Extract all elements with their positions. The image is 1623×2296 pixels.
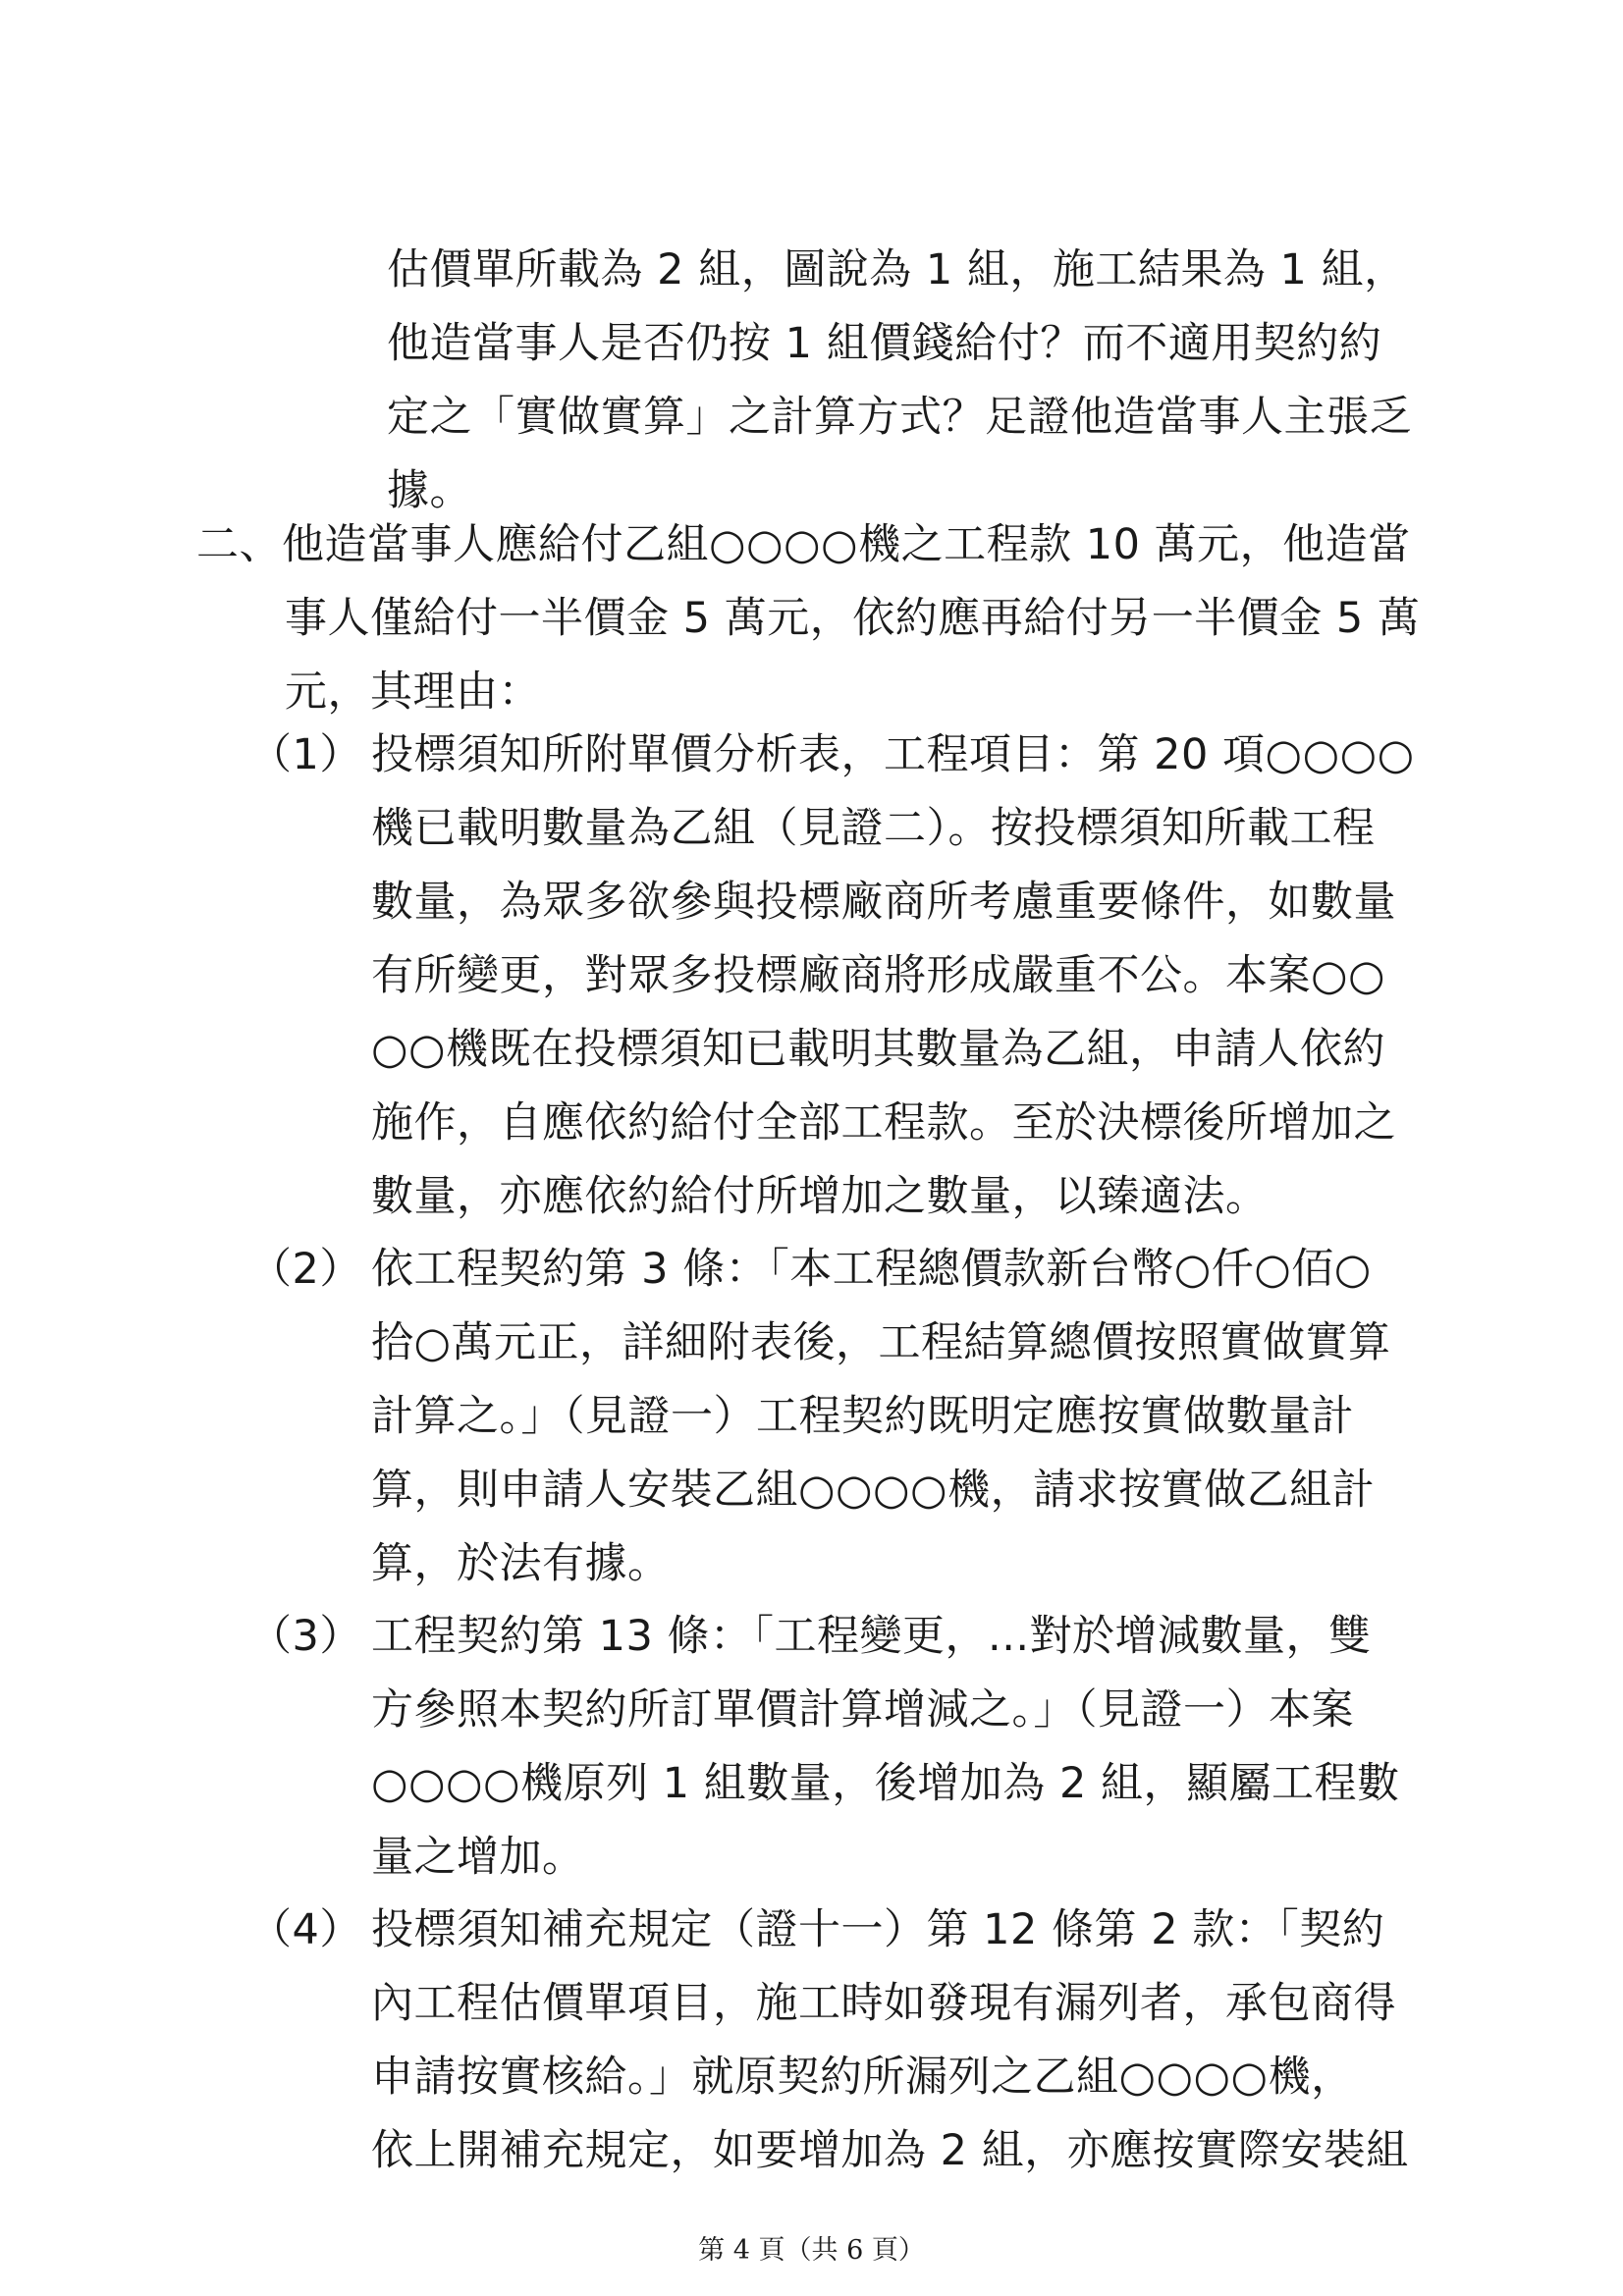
list-item-line: 依上開補充規定，如要增加為 2 組，亦應按實際安裝組 bbox=[371, 2126, 1409, 2175]
list-item-line: 投標須知補充規定（證十一）第 12 條第 2 款：「契約 bbox=[371, 1905, 1385, 1954]
continuation-line: 據。 bbox=[387, 466, 472, 515]
list-item-number: （3） bbox=[249, 1612, 362, 1661]
section-two-line: 元，其理由： bbox=[285, 667, 541, 717]
list-item-number: （4） bbox=[249, 1905, 362, 1954]
list-item-line: 投標須知所附單價分析表，工程項目：第 20 項○○○○ bbox=[371, 730, 1415, 779]
list-item-line: 計算之。」（見證一）工程契約既明定應按實做數量計 bbox=[371, 1392, 1354, 1441]
list-item-line: 算，則申請人安裝乙組○○○○機，請求按實做乙組計 bbox=[371, 1466, 1376, 1515]
list-item-number: （1） bbox=[249, 730, 362, 779]
continuation-line: 估價單所載為 2 組，圖說為 1 組，施工結果為 1 組， bbox=[387, 245, 1407, 294]
list-item-line: 方參照本契約所訂單價計算增減之。」（見證一）本案 bbox=[371, 1685, 1354, 1735]
section-two-line: 二、他造當事人應給付乙組○○○○機之工程款 10 萬元，他造當 bbox=[196, 520, 1411, 569]
list-item-line: 數量，亦應依約給付所增加之數量，以臻適法。 bbox=[371, 1172, 1269, 1221]
list-item-line: 施作，自應依約給付全部工程款。至於決標後所增加之 bbox=[371, 1098, 1396, 1148]
section-two-line: 事人僅給付一半價金 5 萬元，依約應再給付另一半價金 5 萬 bbox=[285, 594, 1421, 643]
list-item-line: 申請按實核給。」就原契約所漏列之乙組○○○○機， bbox=[371, 2053, 1354, 2102]
page-footer bbox=[0, 2228, 1623, 2267]
page-number: 第 4 頁（共 6 頁） bbox=[698, 2235, 925, 2266]
continuation-line: 定之「實做實算」之計算方式？足證他造當事人主張乏 bbox=[387, 393, 1412, 442]
list-item-line: 依工程契約第 3 條：「本工程總價款新台幣○仟○佰○ bbox=[371, 1245, 1372, 1294]
list-item-line: 機已載明數量為乙組（見證二）。按投標須知所載工程 bbox=[371, 804, 1376, 853]
list-item-line: ○○機既在投標須知已載明其數量為乙組，申請人依約 bbox=[371, 1025, 1386, 1074]
list-item-line: 有所變更，對眾多投標廠商將形成嚴重不公。本案○○ bbox=[371, 951, 1386, 1000]
list-item-line: ○○○○機原列 1 組數量，後增加為 2 組，顯屬工程數 bbox=[371, 1759, 1400, 1808]
list-item-line: 算，於法有據。 bbox=[371, 1539, 671, 1588]
list-item-line: 拾○萬元正，詳細附表後，工程結算總價按照實做實算 bbox=[371, 1318, 1391, 1367]
list-item-line: 工程契約第 13 條：「工程變更，...對於增減數量，雙 bbox=[371, 1612, 1372, 1661]
list-item-line: 量之增加。 bbox=[371, 1833, 585, 1882]
list-item-line: 內工程估價單項目，施工時如發現有漏列者，承包商得 bbox=[371, 1979, 1396, 2028]
continuation-line: 他造當事人是否仍按 1 組價錢給付？而不適用契約約 bbox=[387, 319, 1382, 368]
list-item-line: 數量，為眾多欲參與投標廠商所考慮重要條件，如數量 bbox=[371, 878, 1396, 927]
list-item-number: （2） bbox=[249, 1245, 362, 1294]
